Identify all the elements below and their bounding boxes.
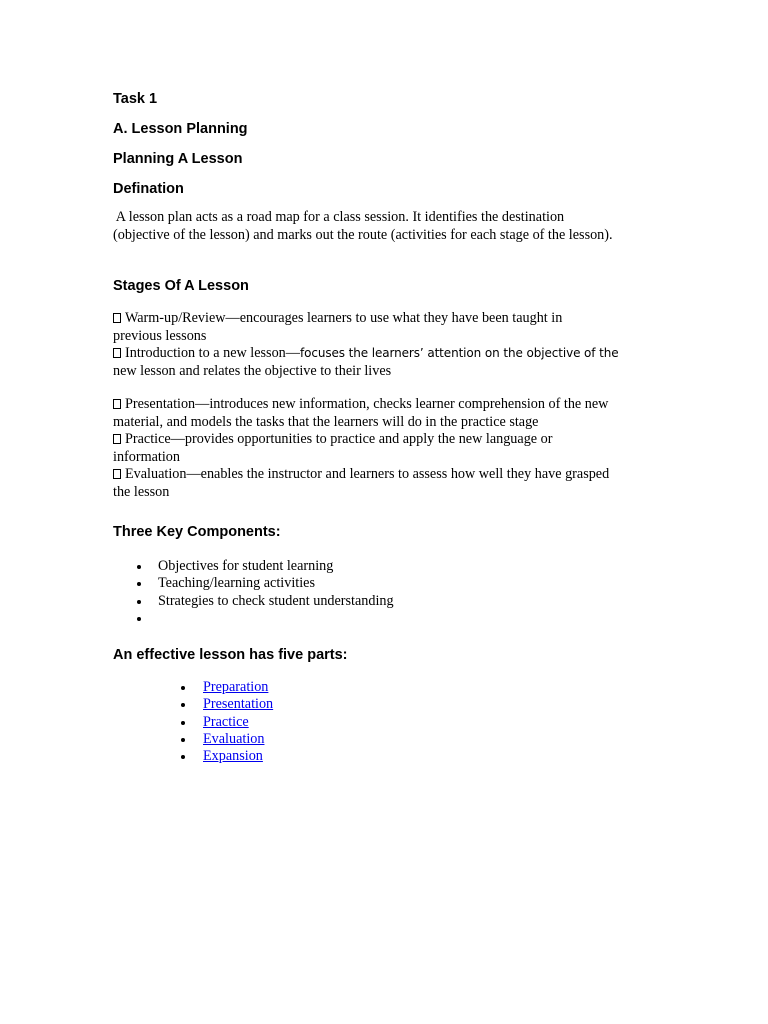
- definition-heading: Defination: [113, 181, 184, 197]
- stage-practice: Practice—provides opportunities to practice and apply the new language or: [113, 431, 673, 449]
- bullet-icon: [137, 617, 141, 621]
- components-list: [158, 558, 394, 627]
- task-title: Task 1: [113, 91, 158, 107]
- bullet-icon: [137, 582, 141, 586]
- stages-block-1: [113, 310, 673, 380]
- link-presentation[interactable]: Presentation: [203, 696, 274, 713]
- bullet-icon: [181, 703, 185, 707]
- list-item: [203, 679, 273, 696]
- definition-line-1: A lesson plan acts as a road map for a class session. It identifies the destination: [113, 209, 565, 225]
- stage-presentation: Presentation—introduces new information, checks learner comprehension of the new: [113, 396, 673, 414]
- section-heading: A. Lesson Planning: [113, 121, 248, 137]
- stages-heading: Stages Of A Lesson: [113, 278, 249, 294]
- list-item: [158, 610, 394, 627]
- definition-paragraph: [113, 209, 673, 244]
- stage-presentation-cont: material, and models the tasks that the learners will do in the practice stage: [113, 413, 539, 430]
- stage-introduction: Introduction to a new lesson—focuses the learners’ attention on the objective of the: [113, 345, 673, 363]
- stage-evaluation: Evaluation—enables the instructor and learners to assess how well they have grasped: [113, 466, 673, 484]
- checkbox-glyph-icon: [113, 399, 121, 409]
- components-heading: Three Key Components:: [113, 524, 281, 540]
- stage-warmup: Warm-up/Review—encourages learners to use what they have been taught in: [113, 310, 673, 328]
- bullet-icon: [181, 686, 185, 690]
- list-item: [203, 714, 273, 731]
- bullet-icon: [137, 600, 141, 604]
- link-expansion[interactable]: Expansion: [203, 748, 263, 765]
- parts-heading: An effective lesson has five parts:: [113, 647, 348, 663]
- checkbox-glyph-icon: [113, 434, 121, 444]
- stage-introduction-cont: new lesson and relates the objective to their lives: [113, 362, 392, 379]
- stages-block-2: [113, 396, 673, 502]
- list-item: [203, 748, 273, 765]
- sub-heading: Planning A Lesson: [113, 151, 243, 167]
- link-preparation[interactable]: Preparation: [203, 679, 269, 695]
- bullet-icon: [181, 738, 185, 742]
- checkbox-glyph-icon: [113, 469, 121, 479]
- list-item: Objectives for student learning: [158, 558, 394, 575]
- bullet-icon: [137, 565, 141, 569]
- list-item: [203, 696, 273, 713]
- bullet-icon: [181, 721, 185, 725]
- definition-line-2: (objective of the lesson) and marks out the route (activities for each stage of the lesson).: [113, 226, 613, 243]
- link-practice[interactable]: Practice: [203, 713, 249, 730]
- checkbox-glyph-icon: [113, 313, 121, 323]
- link-evaluation[interactable]: Evaluation: [203, 730, 265, 747]
- parts-list: [203, 679, 273, 765]
- bullet-icon: [181, 755, 185, 759]
- stage-evaluation-cont: the lesson: [113, 483, 170, 500]
- list-item: Teaching/learning activities: [158, 575, 394, 592]
- stage-practice-cont: information: [113, 448, 180, 465]
- checkbox-glyph-icon: [113, 348, 121, 358]
- list-item: [203, 731, 273, 748]
- list-item: Strategies to check student understanding: [158, 593, 394, 610]
- stage-warmup-cont: previous lessons: [113, 327, 207, 344]
